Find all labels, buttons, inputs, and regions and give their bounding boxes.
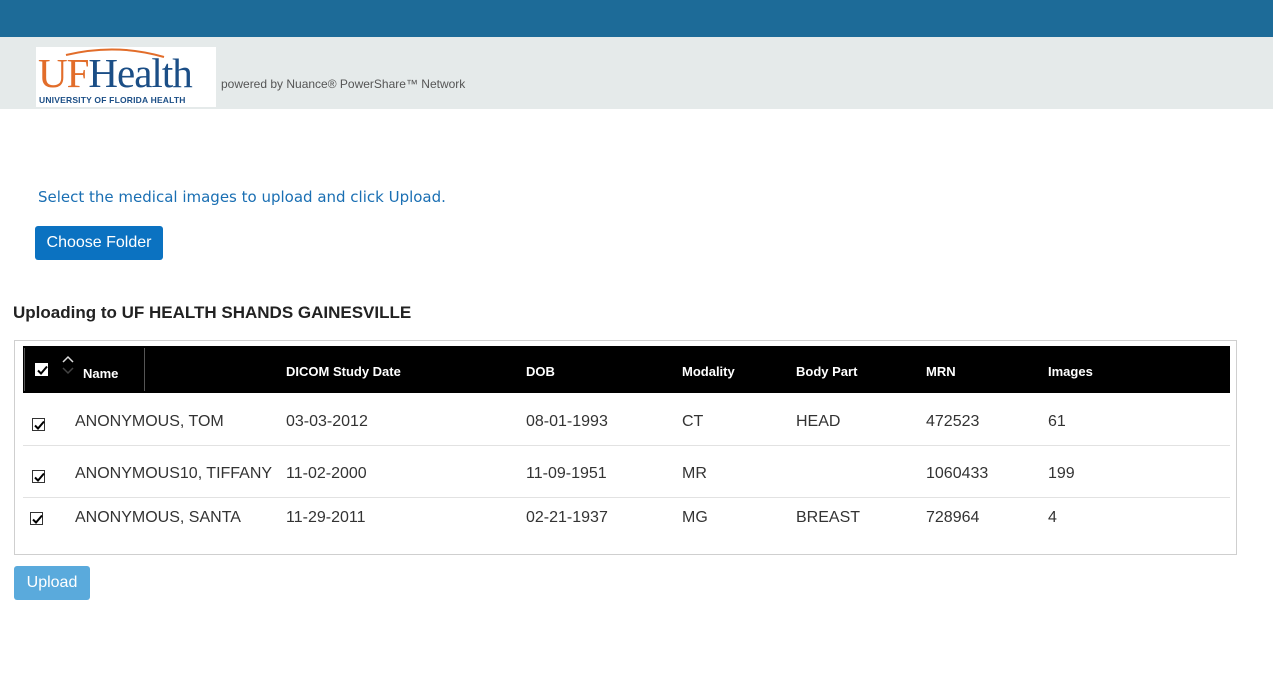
upload-destination-heading: Uploading to UF HEALTH SHANDS GAINESVILLE — [13, 303, 412, 322]
column-header-study-date[interactable]: DICOM Study Date — [286, 364, 401, 379]
checkmark-icon — [33, 419, 46, 432]
header-divider — [144, 348, 145, 391]
cell-study-date: 11-29-2011 — [286, 509, 366, 526]
cell-modality: MG — [682, 509, 708, 526]
logo-health: Health — [88, 50, 192, 96]
column-header-modality[interactable]: Modality — [682, 364, 735, 379]
column-header-body-part[interactable]: Body Part — [796, 364, 858, 379]
upload-button[interactable]: Upload — [14, 566, 90, 600]
uf-health-logo — [36, 47, 216, 107]
logo-wordmark — [38, 50, 192, 96]
cell-mrn: 728964 — [926, 509, 980, 526]
cell-name: ANONYMOUS10, TIFFANY — [75, 465, 273, 482]
cell-modality: CT — [682, 413, 704, 430]
cell-name: ANONYMOUS, TOM — [75, 413, 224, 430]
checkmark-icon — [36, 364, 49, 377]
column-header-name[interactable]: Name — [83, 366, 119, 381]
table-row[interactable] — [23, 446, 1230, 498]
sort-icon[interactable] — [61, 354, 75, 376]
cell-mrn: 472523 — [926, 413, 980, 430]
instruction-text: Select the medical images to upload and click Upload. — [38, 188, 446, 206]
select-all-checkbox[interactable] — [35, 363, 48, 376]
cell-study-date: 03-03-2012 — [286, 413, 368, 430]
cell-dob: 11-09-1951 — [526, 465, 607, 482]
cell-study-date: 11-02-2000 — [286, 465, 367, 482]
powered-by-text: powered by Nuance® PowerShare™ Network — [221, 77, 466, 91]
table-row[interactable] — [23, 394, 1230, 446]
cell-body-part: HEAD — [796, 413, 841, 430]
table-header — [23, 346, 1230, 393]
top-bar — [0, 0, 1273, 37]
cell-images: 4 — [1048, 509, 1057, 526]
table-row[interactable] — [23, 498, 1230, 550]
checkmark-icon — [31, 513, 44, 526]
column-header-dob[interactable]: DOB — [526, 364, 555, 379]
row-checkbox[interactable] — [30, 512, 43, 525]
column-header-mrn[interactable]: MRN — [926, 364, 956, 379]
column-header-images[interactable]: Images — [1048, 364, 1093, 379]
cell-name: ANONYMOUS, SANTA — [75, 509, 241, 526]
logo-uf: UF — [38, 50, 89, 96]
cell-images: 199 — [1048, 465, 1075, 482]
header-divider — [24, 348, 25, 391]
cell-modality: MR — [682, 465, 707, 482]
studies-table — [14, 340, 1237, 555]
row-checkbox[interactable] — [32, 470, 45, 483]
cell-images: 61 — [1048, 413, 1066, 430]
choose-folder-button[interactable]: Choose Folder — [35, 226, 163, 260]
cell-dob: 08-01-1993 — [526, 413, 608, 430]
cell-dob: 02-21-1937 — [526, 509, 608, 526]
cell-mrn: 1060433 — [926, 465, 989, 482]
row-checkbox[interactable] — [32, 418, 45, 431]
cell-body-part: BREAST — [796, 509, 861, 526]
checkmark-icon — [33, 471, 46, 484]
logo-subtitle: UNIVERSITY OF FLORIDA HEALTH — [39, 95, 186, 105]
